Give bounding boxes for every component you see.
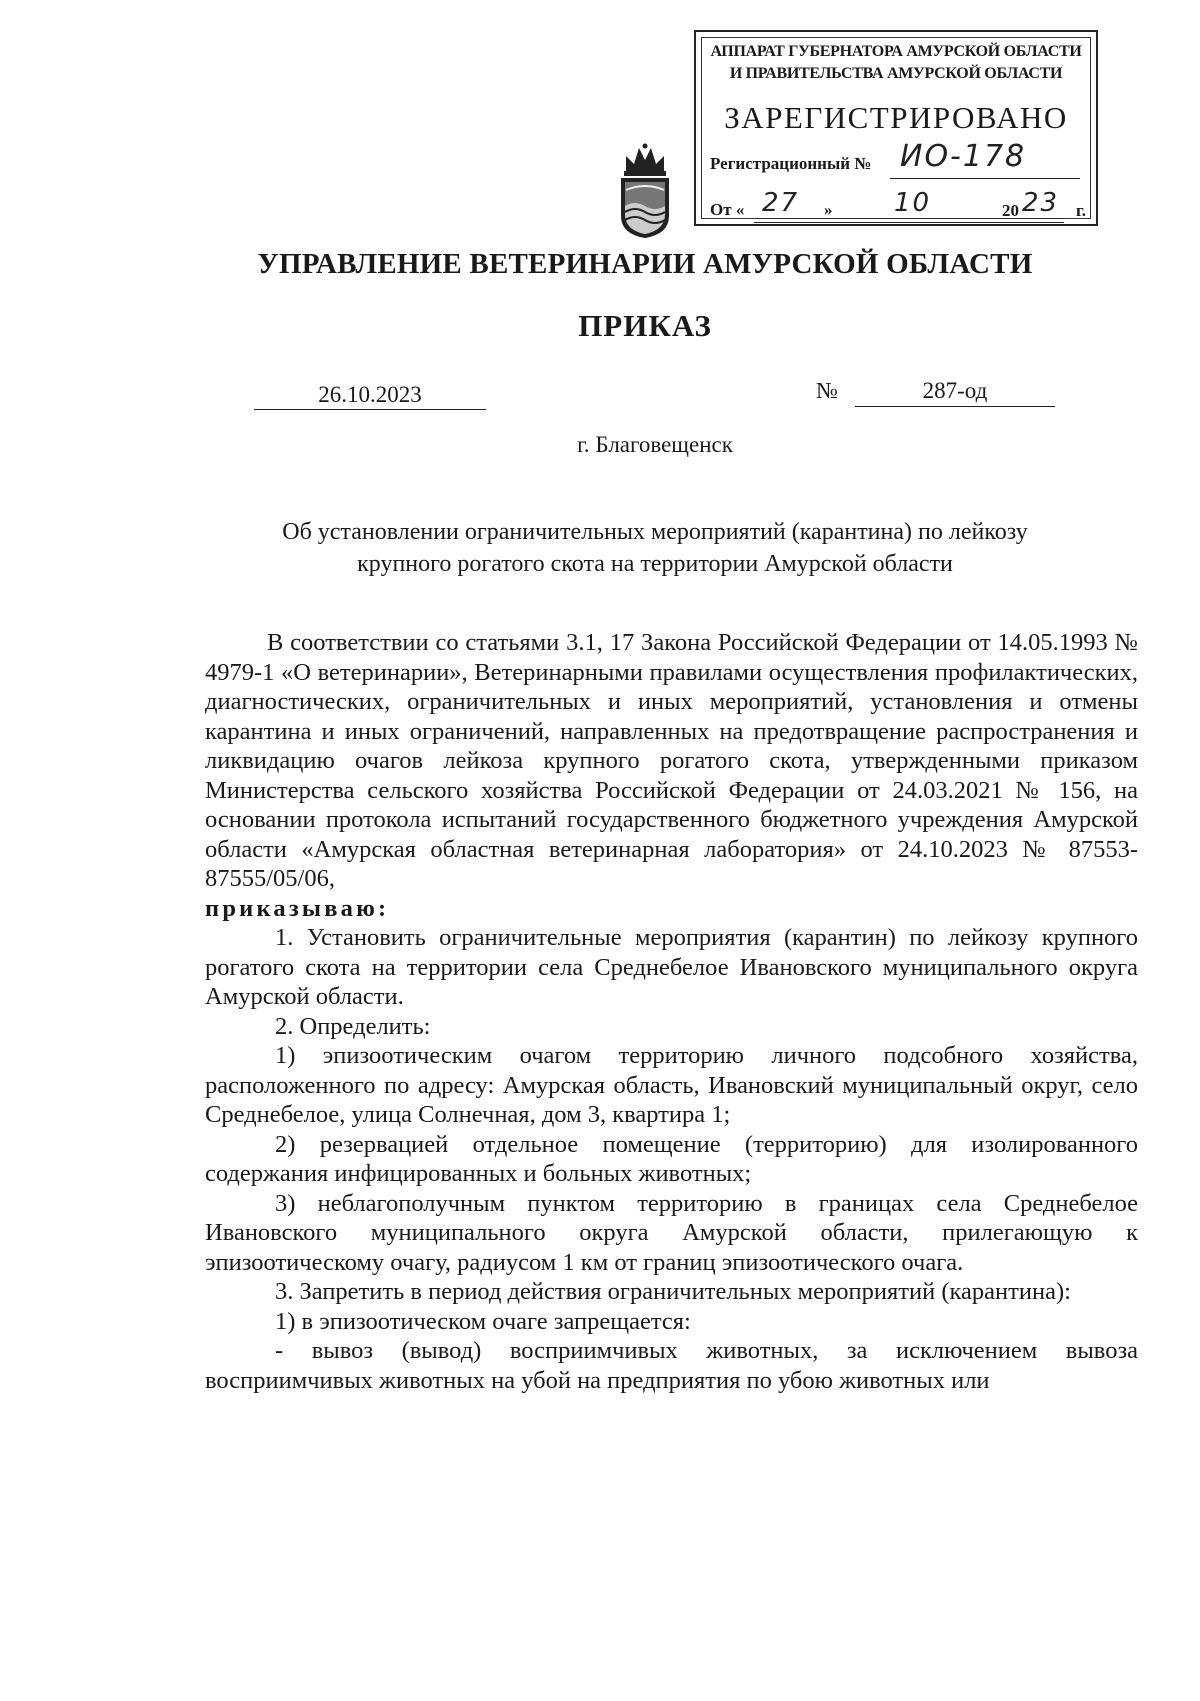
paragraph-3-1-a: - вывоз (вывод) восприимчивых животных, за исключением вывоза восприимчивых животных на убой на предприятия по убою животных или: [205, 1337, 1138, 1394]
order-number-label: №: [816, 378, 838, 403]
paragraph-2: 2. Определить:: [275, 1012, 431, 1040]
order-subject: [200, 516, 1110, 580]
organization-title: УПРАВЛЕНИЕ ВЕТЕРИНАРИИ АМУРСКОЙ ОБЛАСТИ: [257, 248, 1033, 280]
stamp-organization: [702, 41, 1090, 85]
stamp-day: 27: [762, 188, 800, 218]
stamp-reg-number: ИО-178: [900, 139, 1027, 174]
registration-stamp: [694, 30, 1098, 226]
subject-line2: крупного рогатого скота на территории Амурской области: [357, 551, 953, 577]
subject-line1: Об установлении ограничительных мероприятий (карантина) по лейкозу: [282, 519, 1028, 545]
stamp-year-g: г.: [1076, 201, 1087, 220]
document-type: ПРИКАЗ: [578, 308, 712, 343]
stamp-inner-frame: [701, 37, 1091, 219]
stamp-org-line1: АППАРАТ ГУБЕРНАТОРА АМУРСКОЙ ОБЛАСТИ: [710, 43, 1082, 60]
paragraph-3-1: 1) в эпизоотическом очаге запрещается:: [275, 1307, 691, 1335]
city: г. Благовещенск: [577, 432, 733, 457]
paragraph-3: 3. Запретить в период действия ограничительных мероприятий (карантина):: [275, 1278, 1071, 1305]
stamp-from-label: От «: [710, 200, 745, 219]
stamp-date-underline: [754, 222, 1064, 223]
preamble-paragraph: В соответствии со статьями 3.1, 17 Закона Российской Федерации от 14.05.1993 № 4979-1 «О ветеринарии», Ветеринарными правилами осуществления профилактических, диагностических, ограничительных и иных мероприятий, установления и отмены карантина и иных ограничений, направленных на предотвращение распространения и ликвидацию очагов лейкоза крупного рогатого скота, утвержденными приказом Министерства сельского хозяйства Российской Федерации от 24.03.2021 № 156, на основании протокола испытаний государственного бюджетного учреждения Амурской области «Амурская областная ветеринарная лаборатория» от 24.10.2023 № 87553-87555/05/06,: [205, 629, 1138, 892]
order-date: 26.10.2023: [254, 382, 486, 410]
stamp-month: 10: [894, 188, 932, 218]
order-body: [205, 628, 1138, 1395]
stamp-year-prefix: 20: [1002, 201, 1019, 220]
paragraph-2-3: 3) неблагополучным пунктом территорию в границах села Среднебелое Ивановского муниципального округа Амурской области, прилегающую к эпизоотическому очагу, радиусом 1 км от границ эпизоотического очага.: [205, 1189, 1138, 1276]
order-word: приказываю:: [205, 894, 390, 922]
coat-of-arms-icon: [612, 142, 678, 240]
order-number: 287-од: [855, 378, 1055, 407]
stamp-quote-close: »: [824, 200, 833, 219]
paragraph-1: 1. Установить ограничительные мероприятия (карантин) по лейкозу крупного рогатого скота на территории села Среднебелое Ивановского муниципального округа Амурской области.: [205, 924, 1138, 1010]
paragraph-2-2: 2) резервацией отдельное помещение (территорию) для изолированного содержания инфицированных и больных животных;: [205, 1130, 1138, 1187]
paragraph-2-1: 1) эпизоотическим очагом территорию личного подсобного хозяйства, расположенного по адресу: Амурская область, Ивановский муниципальный округ, село Среднебелое, улица Солнечная, дом 3, квартира 1;: [205, 1042, 1138, 1128]
stamp-org-line2: И ПРАВИТЕЛЬСТВА АМУРСКОЙ ОБЛАСТИ: [729, 65, 1063, 82]
stamp-reg-underline: [890, 178, 1080, 179]
stamp-title: ЗАРЕГИСТРИРОВАНО: [724, 100, 1068, 135]
stamp-reg-label: Регистрационный №: [710, 154, 872, 173]
stamp-year-suffix: 23: [1022, 188, 1060, 218]
